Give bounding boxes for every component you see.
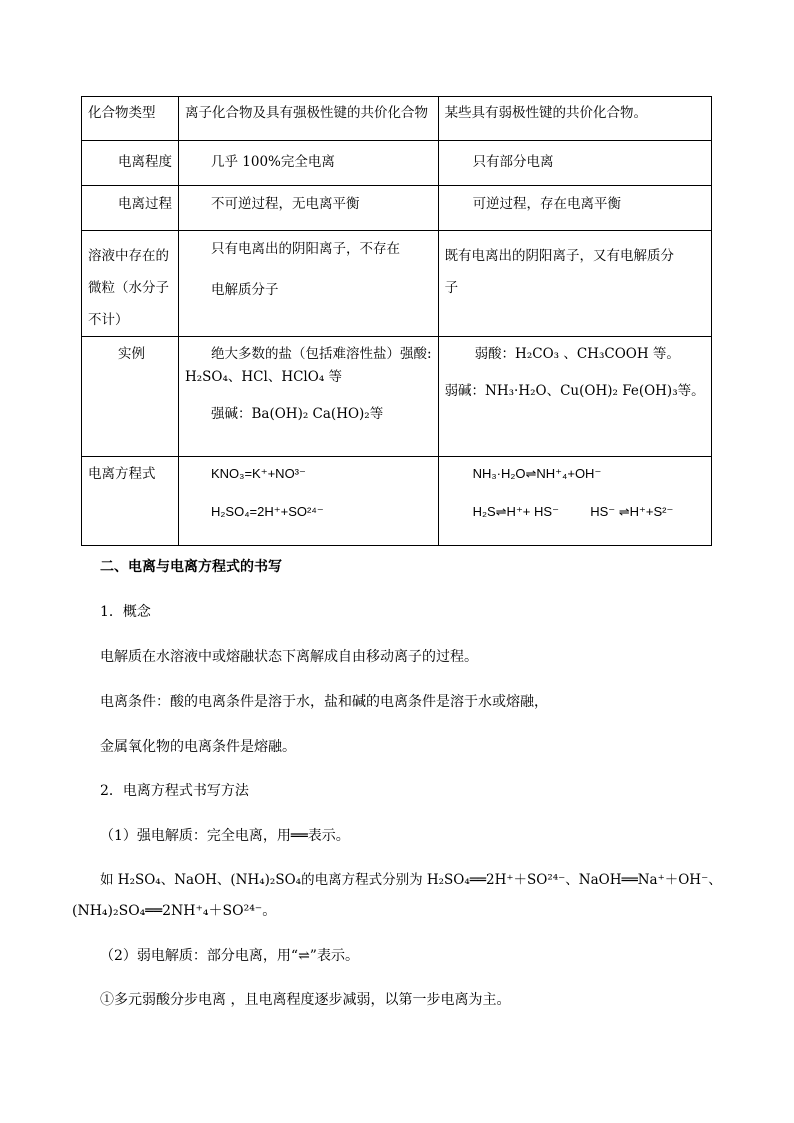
- cell-degree-weak: 只有部分电离: [472, 154, 554, 170]
- cell-process-weak: 可逆过程，存在电离平衡: [472, 196, 622, 212]
- row-label-particles-1: 溶液中存在的: [88, 248, 169, 264]
- paragraph-strong-electrolyte: （1）强电解质：完全电离，用══表示。: [100, 828, 350, 844]
- electrolyte-comparison-table: [81, 96, 712, 546]
- subheading-writing-method: 2．电离方程式书写方法: [100, 783, 249, 799]
- cell-equation-weak-1: NH₃·H₂O⇌NH⁺₄+OH⁻: [472, 466, 602, 481]
- cell-equation-weak-2b: HS⁻ ⇌H⁺+S²⁻: [590, 504, 674, 520]
- cell-degree-strong: 几乎 100%完全电离: [211, 154, 335, 170]
- row-label-examples: 实例: [118, 346, 145, 362]
- table-row-header: [82, 97, 712, 141]
- cell-particles-strong-2: 电解质分子: [211, 282, 279, 298]
- paragraph-examples-line2: (NH₄)₂SO₄══2NH⁺₄＋SO²⁴⁻。: [72, 903, 277, 919]
- subheading-concept: 1．概念: [100, 604, 151, 620]
- table-row: [82, 337, 712, 457]
- paragraph-conditions: 电离条件：酸的电离条件是溶于水，盐和碱的电离条件是溶于水或熔融，: [100, 694, 548, 710]
- cell-particles-weak-2: 子: [444, 280, 459, 296]
- header-weak-electrolyte: 某些具有弱极性键的共价化合物。: [444, 105, 648, 121]
- row-label-process: 电离过程: [118, 196, 172, 212]
- header-compound-type: 化合物类型: [88, 105, 156, 121]
- cell-examples-strong-1: 绝大多数的盐（包括难溶性盐）强酸:: [211, 346, 432, 362]
- cell-examples-strong-2: H₂SO₄、HCl、HClO₄ 等: [185, 368, 343, 385]
- table-row: [82, 457, 712, 546]
- cell-equation-strong-1: KNO₃=K⁺+NO³⁻: [211, 466, 306, 481]
- cell-equation-weak-2a: H₂S⇌H⁺+ HS⁻: [472, 504, 559, 520]
- table-row: [82, 141, 712, 186]
- cell-equation-strong-2: H₂SO₄=2H⁺+SO²⁴⁻: [211, 504, 324, 520]
- cell-examples-strong-3: 强碱：Ba(OH)₂ Ca(HO)₂等: [211, 405, 384, 422]
- table-row: [82, 231, 712, 337]
- cell-examples-weak-1: 弱酸：H₂CO₃ 、CH₃COOH 等。: [474, 346, 680, 362]
- section-heading: 二、电离与电离方程式的书写: [100, 559, 282, 575]
- table-row: [82, 186, 712, 231]
- row-label-degree: 电离程度: [118, 154, 172, 170]
- paragraph-polyprotic-acid: ①多元弱酸分步电离 ，且电离程度逐步减弱，以第一步电离为主。: [100, 992, 511, 1008]
- paragraph-examples-line1: 如 H₂SO₄、NaOH、(NH₄)₂SO₄的电离方程式分别为 H₂SO₄══2H⁺＋SO²⁴⁻、NaOH══Na⁺＋OH⁻、: [100, 872, 722, 888]
- cell-examples-weak-2: 弱碱：NH₃·H₂O、Cu(OH)₂ Fe(OH)₃等。: [444, 382, 705, 399]
- cell-particles-strong-1: 只有电离出的阴阳离子，不存在: [211, 241, 400, 257]
- row-label-particles-3: 不计）: [88, 312, 129, 328]
- cell-particles-weak-1: 既有电离出的阴阳离子，又有电解质分: [444, 248, 675, 264]
- cell-process-strong: 不可逆过程，无电离平衡: [211, 196, 360, 212]
- paragraph-metal-oxide: 金属氧化物的电离条件是熔融。: [100, 739, 296, 755]
- paragraph-definition: 电解质在水溶液中或熔融状态下离解成自由移动离子的过程。: [100, 649, 478, 665]
- row-label-equations: 电离方程式: [88, 466, 156, 482]
- header-strong-electrolyte: 离子化合物及具有强极性键的共价化合物: [185, 105, 428, 121]
- paragraph-weak-electrolyte: （2）弱电解质：部分电离，用“⇌”表示。: [100, 948, 359, 964]
- row-label-particles-2: 微粒（水分子: [88, 280, 169, 296]
